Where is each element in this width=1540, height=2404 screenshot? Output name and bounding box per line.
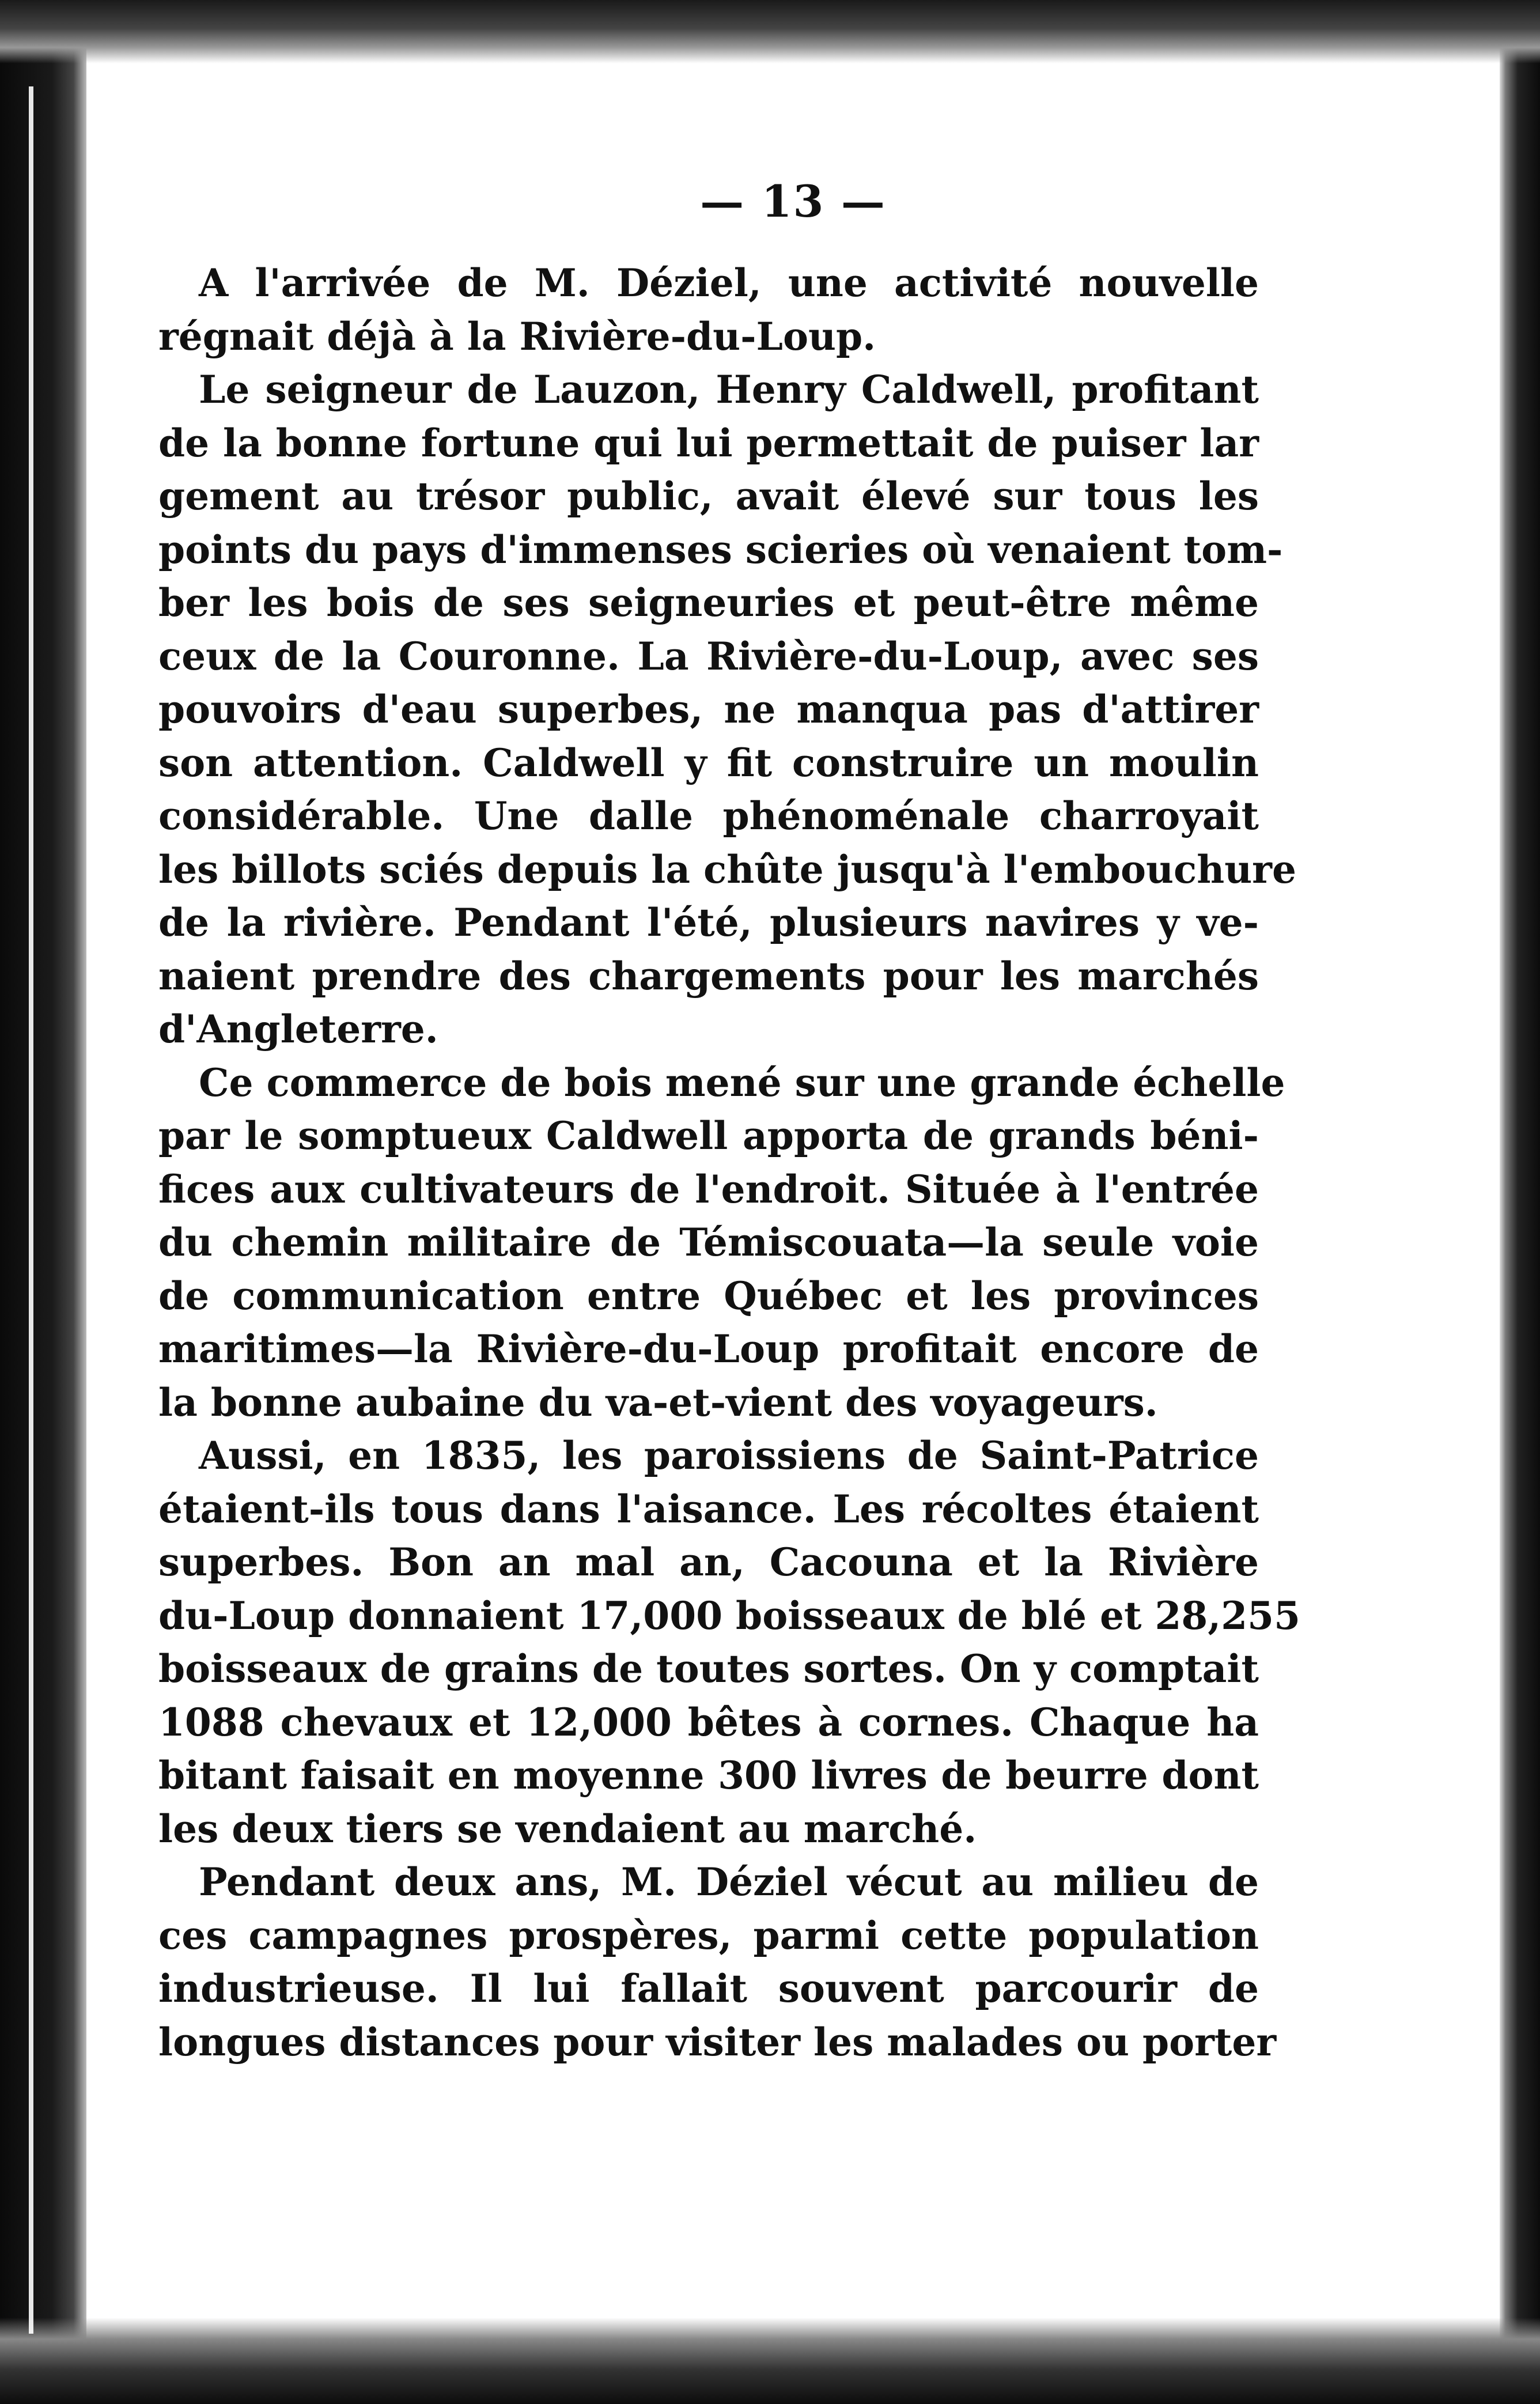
paragraph-4 [158,1429,1301,1855]
text-line: ces campagnes prospères, parmi cette population [158,1912,1259,1958]
text-line: gement au trésor public, avait élevé sur tous les [158,474,1259,519]
text-line: ceux de la Couronne. La Rivière-du-Loup, avec ses [158,633,1259,679]
paragraph-2 [158,363,1296,1056]
text-line: les billots sciés depuis la chûte jusqu'à l'embouchure [158,846,1296,892]
text-line: Le seigneur de Lauzon, Henry Caldwell, profitant [199,367,1259,412]
text-line: son attention. Caldwell y fit construire un moulin [158,740,1259,785]
text-line: étaient-ils tous dans l'aisance. Les récoltes étaient [158,1486,1259,1532]
page-body [158,256,1301,2069]
text-line: Pendant deux ans, M. Déziel vécut au milieu de [199,1859,1259,1904]
text-line: de communication entre Québec et les provinces [158,1273,1259,1318]
scan-binding-line [29,86,33,2334]
text-line: ber les bois de ses seigneuries et peut-être même [158,580,1259,625]
text-line: de la rivière. Pendant l'été, plusieurs navires y ve- [158,900,1259,945]
text-line: longues distances pour visiter les malades ou porter [158,2019,1277,2065]
text-line: les deux tiers se vendaient au marché. [158,1806,977,1851]
text-line: 1088 chevaux et 12,000 bêtes à cornes. Chaque ha [158,1699,1259,1745]
paragraph-1 [158,256,1259,363]
scan-border-right [1500,0,1540,2404]
text-line: par le somptueux Caldwell apporta de grands béni- [158,1113,1259,1158]
text-line: du chemin militaire de Témiscouata—la seule voie [158,1220,1259,1265]
text-line: Ce commerce de bois mené sur une grande échelle [199,1060,1285,1105]
paragraph-3 [158,1056,1285,1430]
text-line: fices aux cultivateurs de l'endroit. Située à l'entrée [158,1166,1259,1212]
text-line: d'Angleterre. [158,1007,438,1052]
text-line: naient prendre des chargements pour les marchés [158,953,1259,999]
text-line: considérable. Une dalle phénoménale charroyait [158,793,1259,838]
text-line: la bonne aubaine du va-et-vient des voyageurs. [158,1379,1158,1425]
scan-border-top [0,0,1540,63]
scan-border-bottom [0,2318,1540,2404]
text-line: maritimes—la Rivière-du-Loup profitait encore de [158,1326,1259,1371]
text-line: points du pays d'immenses scieries où venaient tom- [158,527,1283,572]
text-line: de la bonne fortune qui lui permettait de puiser lar [158,420,1259,466]
text-line: Aussi, en 1835, les paroissiens de Saint-Patrice [199,1433,1259,1478]
scan-border-left [0,0,86,2404]
text-line: superbes. Bon an mal an, Cacouna et la Rivière [158,1540,1259,1585]
book-page [86,63,1500,2318]
text-line: A l'arrivée de M. Déziel, une activité nouvelle [199,260,1259,305]
text-line: bitant faisait en moyenne 300 livres de beurre dont [158,1753,1259,1798]
paragraph-5 [158,1855,1277,2069]
page-number: — 13 — [700,176,886,227]
text-line: du-Loup donnaient 17,000 boisseaux de blé et 28,255 [158,1593,1301,1638]
text-line: pouvoirs d'eau superbes, ne manqua pas d'attirer [158,687,1259,732]
text-line: industrieuse. Il lui fallait souvent parcourir de [158,1966,1259,2011]
text-line: boisseaux de grains de toutes sortes. On y comptait [158,1646,1259,1691]
text-line: régnait déjà à la Rivière-du-Loup. [158,313,876,359]
